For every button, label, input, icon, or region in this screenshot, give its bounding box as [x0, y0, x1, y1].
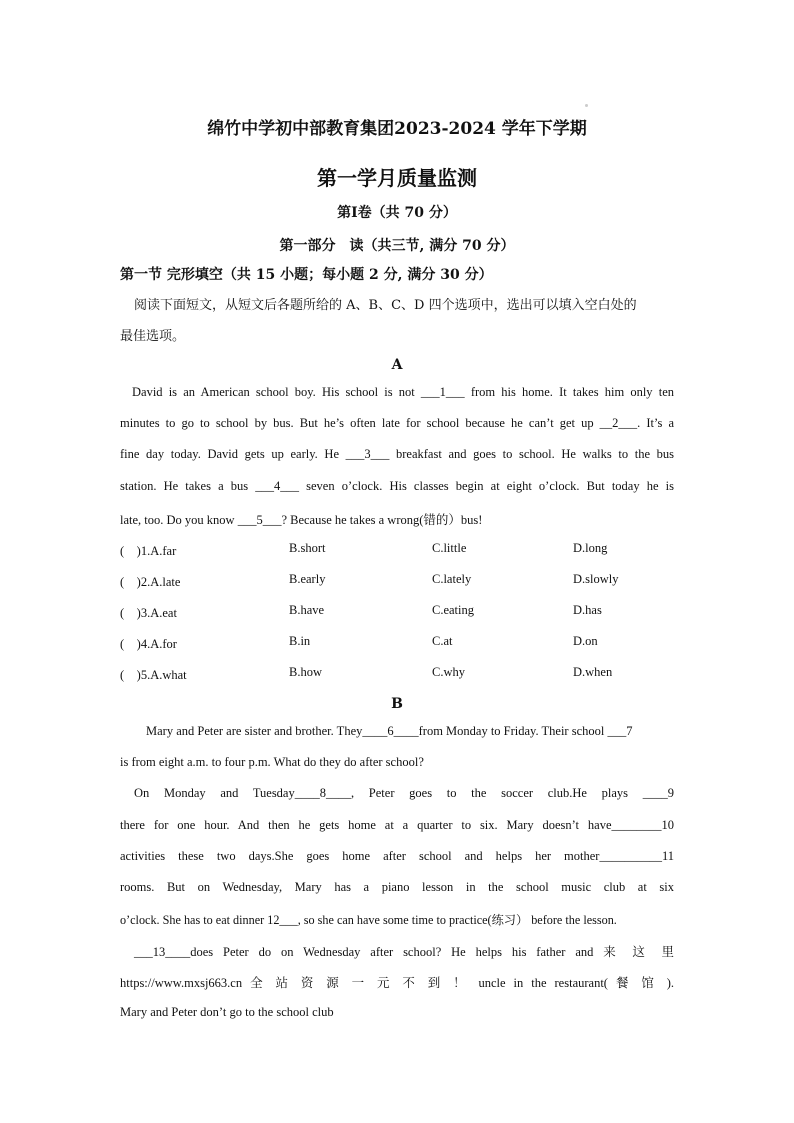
passage-a-line: minutes to go to school by bus. But he’s often late for school because he can’t get up __2___. It’s a — [120, 416, 674, 430]
passage-a-label: A — [391, 357, 403, 373]
instruction-line-1: 阅读下面短文，从短文后各题所给的 A、B、C、D 四个选项中，选出可以填入空白处的 — [134, 298, 637, 313]
exam-title: 绵竹中学初中部教育集团2023-2024 学年下学期 — [207, 119, 587, 139]
option-b: B.short — [289, 541, 326, 555]
option-b: B.have — [289, 603, 325, 617]
passage-b-label: B — [391, 696, 403, 712]
option-d: D.when — [573, 665, 613, 679]
instruction-line-2: 最佳选项。 — [120, 329, 186, 344]
option-d: D.has — [573, 603, 602, 617]
question-options-4 — [120, 634, 680, 652]
option-c: C.eating — [432, 603, 475, 617]
passage-b-line: Mary and Peter don’t go to the school club — [120, 1005, 334, 1019]
question-number: ( )4.A.for — [120, 637, 177, 651]
question-number: ( )2.A.late — [120, 575, 181, 589]
passage-b-line: activities these two days.She goes home after school and helps her mother__________11 — [120, 849, 674, 863]
passage-a-line: station. He takes a bus ___4___ seven o’clock. His classes begin at eight o’clock. But today he is — [120, 479, 674, 493]
option-c: C.at — [432, 634, 453, 648]
question-options-5 — [120, 665, 680, 683]
part-heading: 第一部分 读（共三节, 满分 70 分） — [279, 238, 515, 254]
option-b: B.how — [289, 665, 322, 679]
question-number: ( )1.A.far — [120, 544, 177, 558]
question-number: ( )3.A.eat — [120, 606, 177, 620]
passage-b-line: Mary and Peter are sister and brother. They____6____from Monday to Friday. Their school ___7 — [146, 724, 633, 738]
question-number: ( )5.A.what — [120, 668, 187, 682]
option-c: C.lately — [432, 572, 472, 586]
passage-b-line: o’clock. She has to eat dinner 12___, so she can have some time to practice(练习） before the lesson. — [120, 913, 617, 927]
option-c: C.why — [432, 665, 465, 679]
option-d: D.on — [573, 634, 598, 648]
section-heading: 第一节 完形填空（共 15 小题；每小题 2 分, 满分 30 分） — [120, 267, 493, 283]
question-options-2 — [120, 572, 680, 590]
passage-b-line: there for one hour. And then he gets home at a quarter to six. Mary doesn’t have________10 — [120, 818, 674, 832]
passage-b-line: is from eight a.m. to four p.m. What do they do after school? — [120, 755, 424, 769]
page-dot — [585, 104, 588, 107]
passage-b-line: https://www.mxsj663.cn 全 站 资 源 一 元 不 到 ！ uncle in the restaurant( 餐 馆 ). — [120, 976, 674, 990]
option-b: B.in — [289, 634, 311, 648]
volume-heading: 第Ⅰ卷（共 70 分） — [337, 205, 457, 221]
passage-b-line: On Monday and Tuesday____8____, Peter goes to the soccer club.He plays ____9 — [134, 786, 674, 800]
option-d: D.long — [573, 541, 608, 555]
passage-a-line: David is an American school boy. His school is not ___1___ from his home. It takes him only ten — [132, 385, 674, 399]
passage-a-line: fine day today. David gets up early. He ___3___ breakfast and goes to school. He walks to the bus — [120, 447, 674, 461]
option-c: C.little — [432, 541, 467, 555]
question-options-1 — [120, 541, 680, 559]
passage-a-line: late, too. Do you know ___5___? Because he takes a wrong(错的）bus! — [120, 513, 483, 527]
option-d: D.slowly — [573, 572, 619, 586]
question-options-3 — [120, 603, 680, 621]
passage-b-line: ___13____does Peter do on Wednesday after school? He helps his father and 来 这 里 — [134, 945, 674, 959]
passage-b-line: rooms. But on Wednesday, Mary has a piano lesson in the school music club at six — [120, 880, 674, 894]
exam-subtitle: 第一学月质量监测 — [317, 166, 477, 190]
option-b: B.early — [289, 572, 326, 586]
